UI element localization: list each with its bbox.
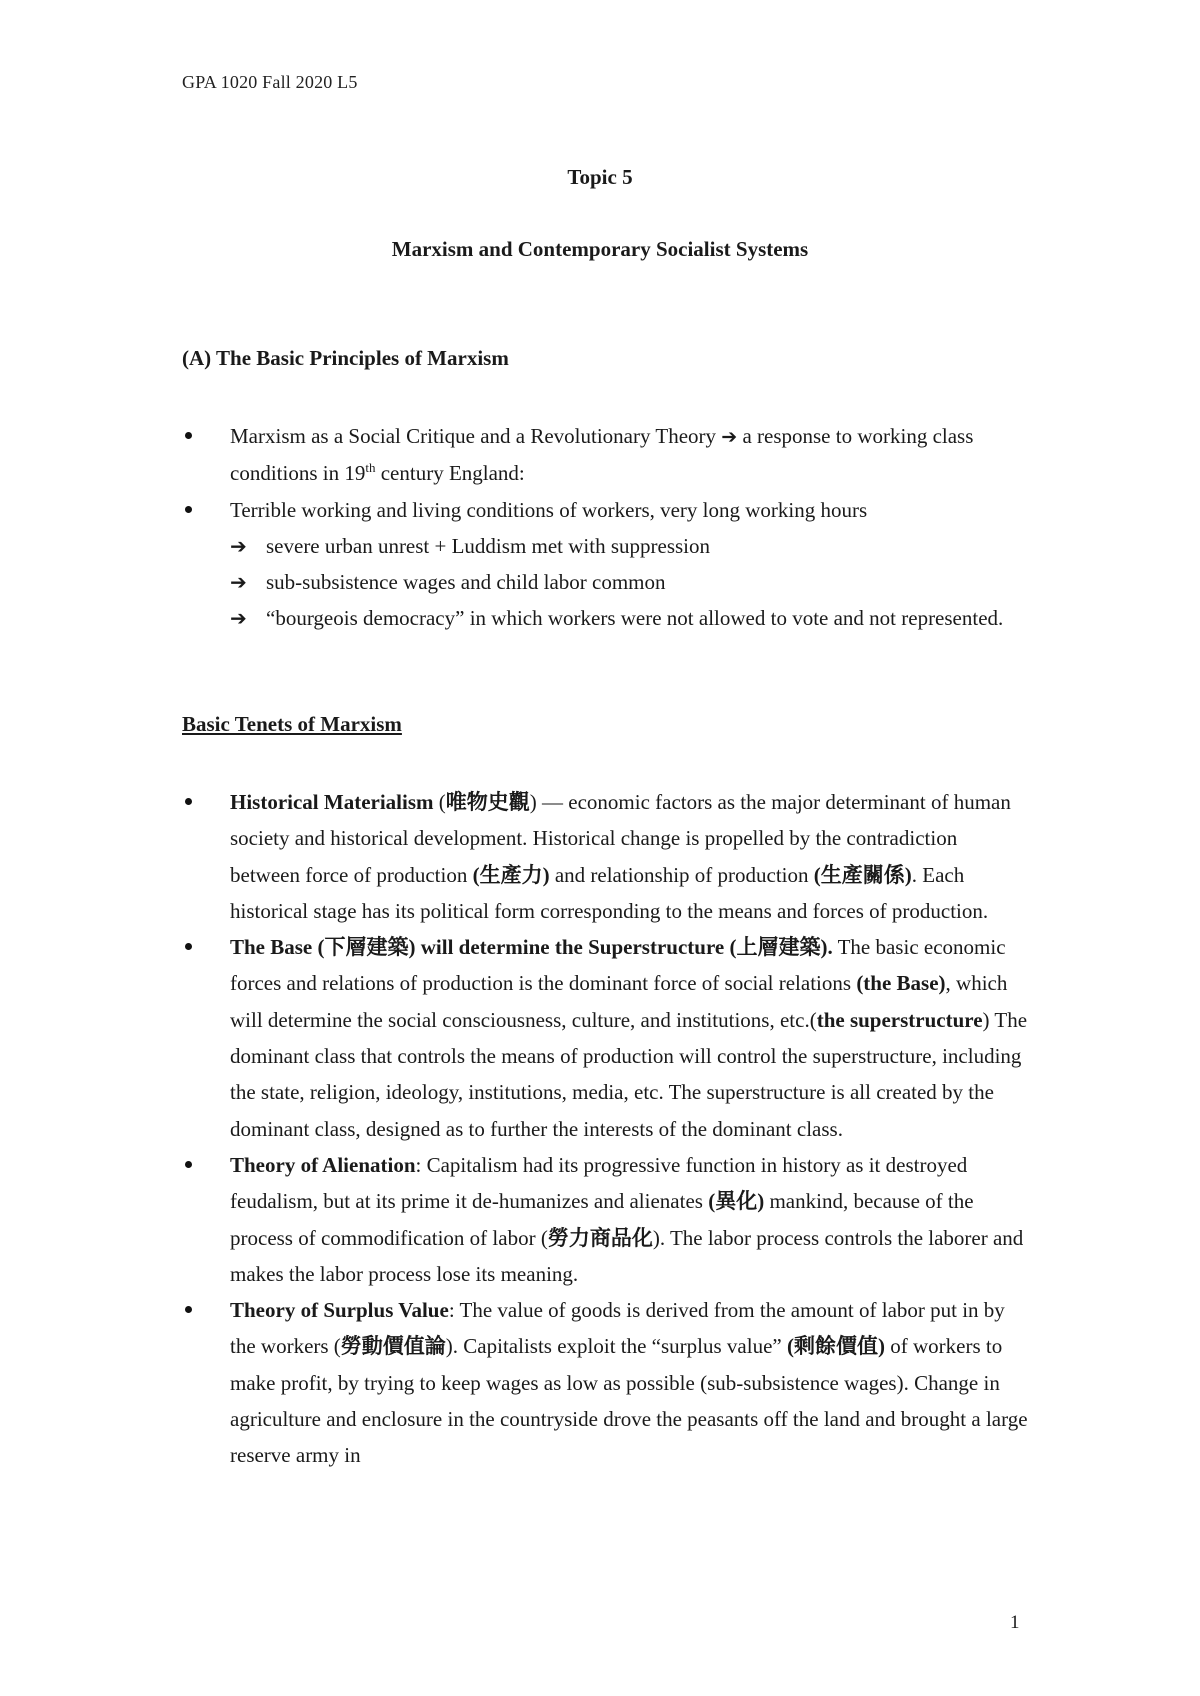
page-number: 1 bbox=[1010, 1612, 1020, 1633]
document-title: Marxism and Contemporary Socialist Systems bbox=[391, 237, 809, 261]
cjk-term: (異化) bbox=[708, 1189, 765, 1214]
page-header: GPA 1020 Fall 2020 L5 bbox=[182, 72, 358, 92]
section-a-heading: (A) The Basic Principles of Marxism bbox=[182, 346, 509, 370]
cjk-term: 唯物史觀 bbox=[445, 790, 530, 814]
body-text: : Capitalism had its progressive function in history as it destroyed feudalism, but at its prime it de-humanizes and alienates bbox=[230, 1152, 968, 1214]
term-label: The Base (下層建築) will determine the Superstructure (上層建築). bbox=[230, 935, 833, 960]
body-text: : The value of goods is derived from the amount of labor put in by the workers ( bbox=[230, 1298, 1005, 1359]
bullet-text: Marxism as a Social Critique and a Revolutionary Theory bbox=[230, 424, 722, 448]
bullet-text: a response to working class conditions in 19 bbox=[230, 424, 974, 486]
sub-item-text: “bourgeois democracy” in which workers were not allowed to vote and not represented. bbox=[266, 606, 1004, 631]
emphasis-text: the superstructure bbox=[816, 1007, 983, 1032]
section-b-heading: Basic Tenets of Marxism bbox=[182, 712, 402, 736]
topic-title: Topic 5 bbox=[567, 165, 633, 189]
term-label: Theory of Alienation bbox=[230, 1152, 416, 1177]
list-item bbox=[182, 418, 1032, 492]
body-text: and relationship of production bbox=[549, 862, 814, 887]
list-item bbox=[182, 929, 1032, 1147]
cjk-term: (剩餘價值) bbox=[786, 1334, 885, 1359]
arrow-right-icon: ➔ bbox=[230, 533, 247, 558]
term-label: Historical Materialism bbox=[230, 790, 434, 814]
list-item bbox=[182, 784, 1032, 929]
sub-list-item bbox=[182, 600, 1032, 636]
list-item bbox=[182, 1147, 1032, 1292]
body-text: mankind, because of the process of commodification of labor ( bbox=[230, 1189, 974, 1250]
emphasis-text: (the Base) bbox=[856, 971, 946, 996]
body-text: The basic economic forces and relations of production is the dominant force of social relations bbox=[230, 935, 1006, 996]
sub-item-text: sub-subsistence wages and child labor common bbox=[266, 570, 666, 595]
tenets-list bbox=[182, 784, 1032, 1474]
body-text: . Each historical stage has its political form corresponding to the means and forces of production. bbox=[230, 862, 989, 923]
body-text: ). Capitalists exploit the “surplus value” bbox=[445, 1334, 787, 1359]
sub-list-item bbox=[182, 528, 1032, 564]
sub-list-item bbox=[182, 564, 1032, 600]
arrow-right-icon: ➔ bbox=[721, 426, 738, 448]
cjk-term: 勞動價值論 bbox=[340, 1334, 446, 1359]
list-item bbox=[182, 1292, 1032, 1473]
superscript: th bbox=[365, 460, 376, 476]
cjk-term: (生產力) bbox=[472, 862, 550, 887]
body-text: , which will determine the social consciousness, culture, and institutions, etc.( bbox=[230, 971, 1008, 1032]
bullet-text: Terrible working and living conditions of workers, very long working hours bbox=[230, 497, 868, 522]
sub-item-text: severe urban unrest + Luddism met with suppression bbox=[266, 533, 711, 558]
body-text: ). The labor process controls the laborer and makes the labor process lose its meaning. bbox=[230, 1225, 1024, 1286]
principles-list bbox=[182, 418, 1032, 637]
cjk-term: 勞力商品化 bbox=[547, 1225, 653, 1250]
cjk-term: (生產關係) bbox=[813, 862, 912, 887]
body-text: ( bbox=[433, 790, 446, 814]
body-text: ) — economic factors as the major determinant of human society and historical development. Historical change is propelled by the contradiction between force of production bbox=[230, 790, 1011, 887]
arrow-right-icon: ➔ bbox=[230, 606, 247, 631]
bullet-text: century England: bbox=[375, 461, 525, 486]
arrow-right-icon: ➔ bbox=[230, 570, 247, 595]
body-text: ) The dominant class that controls the means of production will control the superstructure, including the state, religion, ideology, institutions, media, etc. The superstructure is all created by the dominant class, designed as to further the interests of the dominant class. bbox=[230, 1007, 1028, 1141]
term-label: Theory of Surplus Value bbox=[230, 1298, 449, 1323]
body-text: of workers to make profit, by trying to keep wages as low as possible (sub-subsistence wages). Change in agriculture and enclosure in the countryside drove the peasants off the land and brought a large reserve army in bbox=[230, 1334, 1028, 1468]
list-item bbox=[182, 492, 1032, 528]
